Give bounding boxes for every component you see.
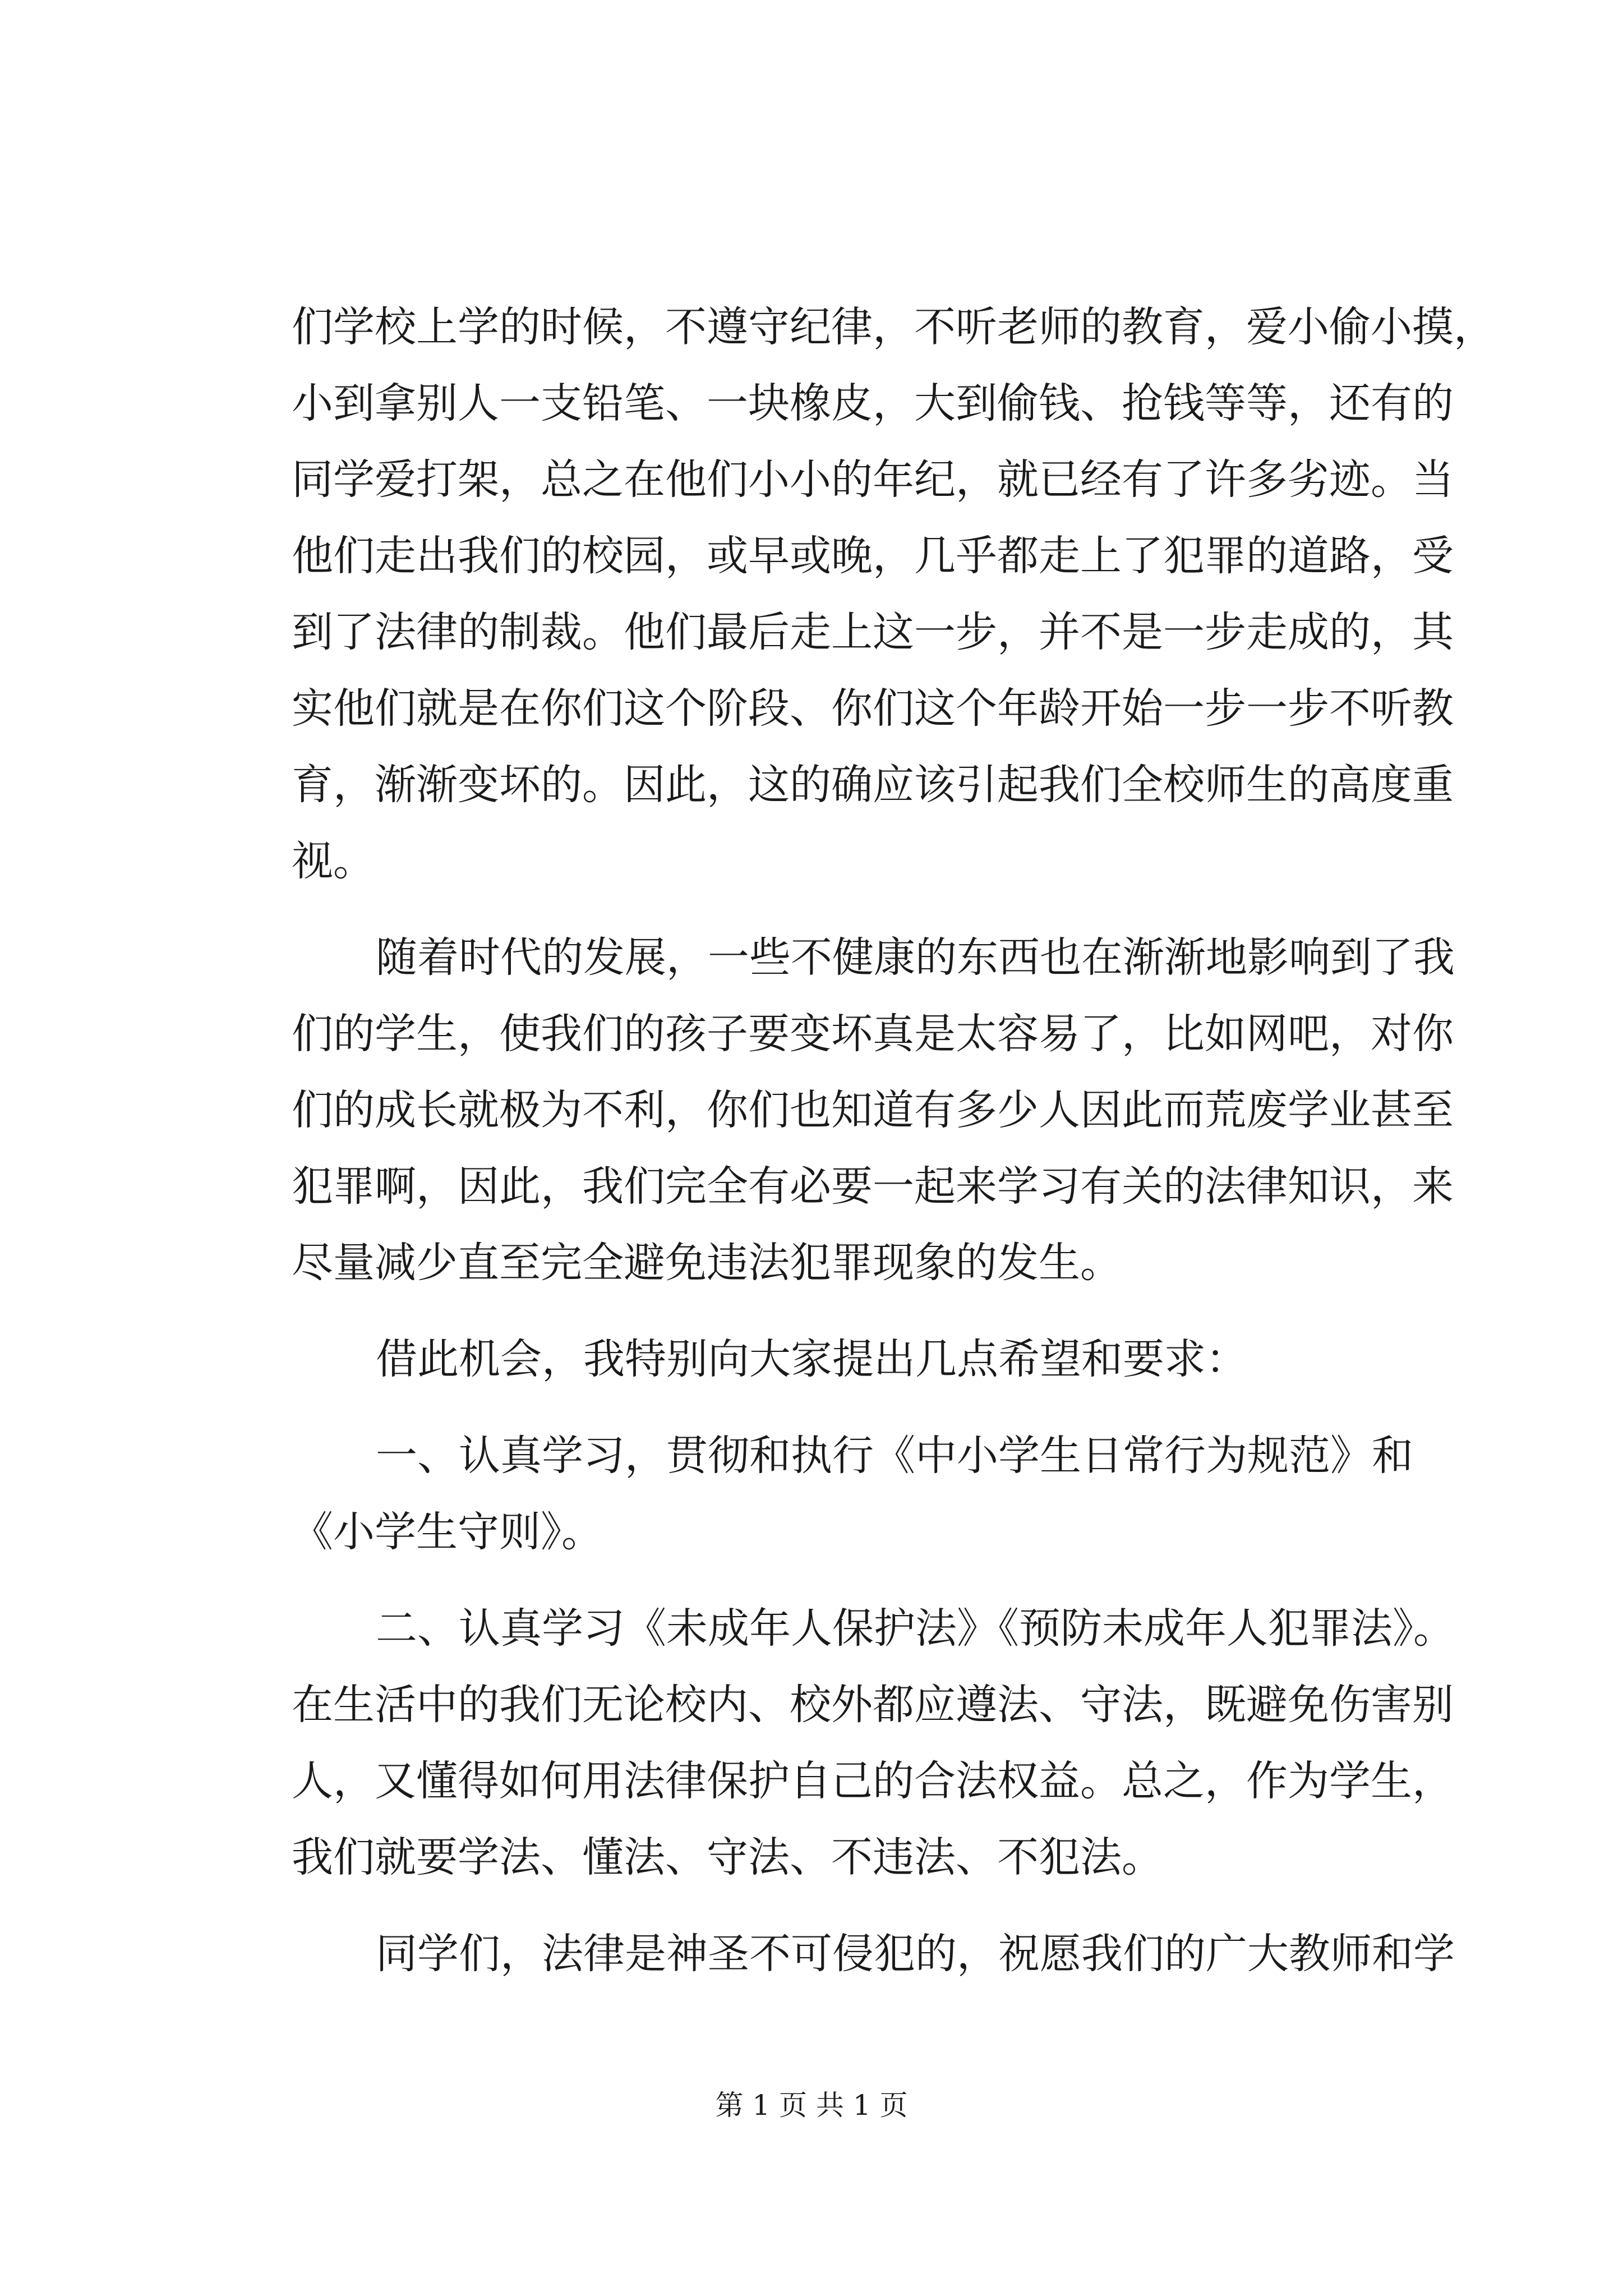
text-line: 人，又懂得如何用法律保护自己的合法权益。总之，作为学生， <box>292 1757 1454 1805</box>
text-line: 实他们就是在你们这个阶段、你们这个年龄开始一步一步不听教 <box>292 684 1454 733</box>
text-line: 同学爱打架，总之在他们小小的年纪，就已经有了许多劣迹。当 <box>292 455 1454 504</box>
text-line: 到了法律的制裁。他们最后走上这一步，并不是一步走成的，其 <box>292 608 1454 656</box>
text-line: 尽量减少直至完全避免违法犯罪现象的发生。 <box>292 1239 1122 1287</box>
text-line: 他们走出我们的校园，或早或晚，几乎都走上了犯罪的道路，受 <box>292 532 1454 580</box>
text-line: 我们就要学法、懂法、守法、不违法、不犯法。 <box>292 1833 1163 1881</box>
paragraph-first-line: 借此机会，我特别向大家提出几点希望和要求： <box>376 1335 1247 1383</box>
text-line: 们的学生，使我们的孩子要变坏真是太容易了，比如网吧，对你 <box>292 1010 1454 1058</box>
paragraph-first-line: 同学们，法律是神圣不可侵犯的，祝愿我们的广大教师和学 <box>376 1930 1455 1978</box>
text-line: 《小学生守则》。 <box>292 1508 603 1556</box>
text-line: 们的成长就极为不利，你们也知道有多少人因此而荒废学业甚至 <box>292 1086 1454 1134</box>
paragraph-first-line: 二、认真学习《未成年人保护法》《预防未成年人犯罪法》。 <box>376 1604 1455 1653</box>
document-body <box>292 289 1495 1992</box>
text-line: 在生活中的我们无论校内、校外都应遵法、守法，既避免伤害别 <box>292 1681 1454 1729</box>
page-number-footer: 第 1 页 共 1 页 <box>715 2089 908 2122</box>
paragraph-first-line: 一、认真学习，贯彻和执行《中小学生日常行为规范》和 <box>376 1432 1413 1480</box>
text-line: 们学校上学的时候，不遵守纪律，不听老师的教育，爱小偷小摸， <box>292 303 1495 351</box>
text-line: 视。 <box>292 837 375 885</box>
text-line: 小到拿别人一支铅笔、一块橡皮，大到偷钱、抢钱等等，还有的 <box>292 379 1454 427</box>
paragraph-first-line: 随着时代的发展，一些不健康的东西也在渐渐地影响到了我 <box>376 933 1455 982</box>
text-line: 犯罪啊，因此，我们完全有必要一起来学习有关的法律知识，来 <box>292 1162 1454 1211</box>
text-line: 育，渐渐变坏的。因此，这的确应该引起我们全校师生的高度重 <box>292 761 1454 809</box>
